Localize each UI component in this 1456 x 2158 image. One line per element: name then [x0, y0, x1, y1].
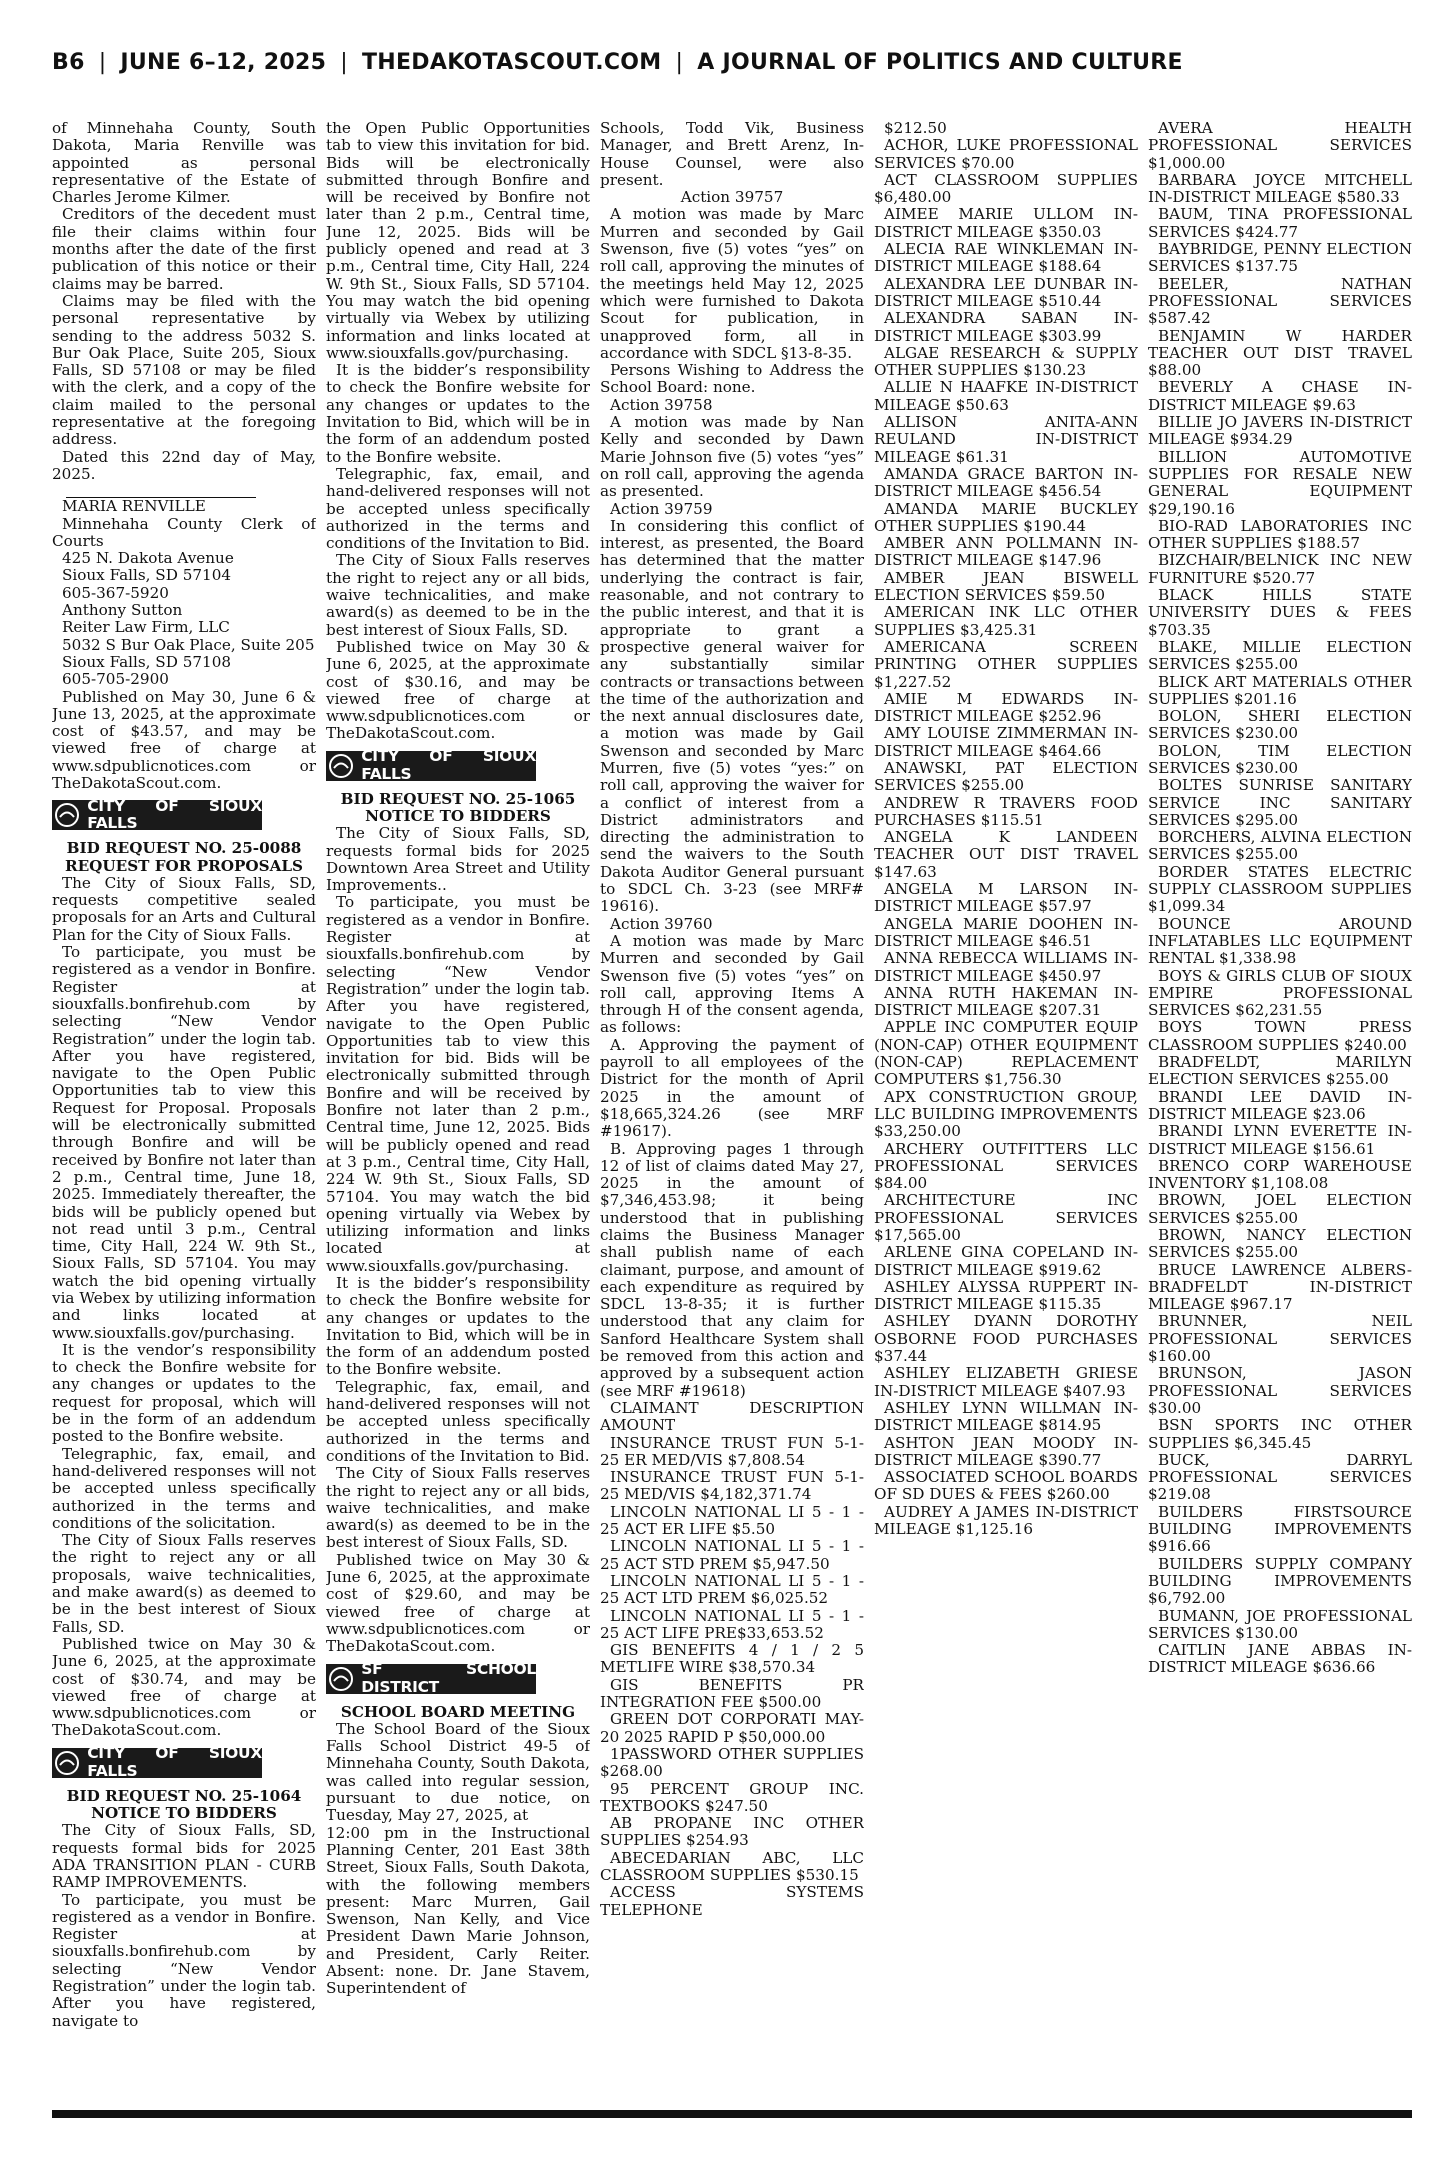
claim-entry: BLICK ART MATERIALS OTHER SUPPLIES $201.16	[1148, 672, 1412, 708]
claim-entry: BAYBRIDGE, PENNY ELECTION SERVICES $137.75	[1148, 240, 1412, 276]
claim-entry: AIMEE MARIE ULLOM IN-DISTRICT MILEAGE $350.03	[874, 205, 1138, 241]
claim-entry: AB PROPANE INC OTHER SUPPLIES $254.93	[600, 1814, 864, 1850]
signature-line-text: 5032 S Bur Oak Place, Suite 205	[62, 635, 315, 654]
school-seal-icon	[326, 1664, 355, 1694]
notice-heading: BID REQUEST NO. 25-0088	[66, 839, 302, 858]
action-number: Action 39757	[680, 188, 784, 207]
paragraph: A motion was made by Marc Murren and seconded by Gail Swenson five (5) votes “yes” on roll call, approving Items A through H of the consent agenda, as follows:	[600, 931, 864, 1037]
column-4	[874, 120, 1138, 2105]
claim-entry: BRADFELDT, MARILYN ELECTION SERVICES $255.00	[1148, 1053, 1412, 1089]
claim-entry: BRANDI LEE DAVID IN-DISTRICT MILEAGE $23.06	[1148, 1087, 1412, 1123]
claim-entry: ACHOR, LUKE PROFESSIONAL SERVICES $70.00	[874, 136, 1138, 172]
claim-entry: LINCOLN NATIONAL LI 5 - 1 - 25 ACT LTD PREM $6,025.52	[600, 1571, 864, 1608]
paragraph: Telegraphic, fax, email, and hand-delivered responses will not be accepted unless specifically authorized in the terms and conditions of the Invitation to Bid.	[326, 464, 590, 553]
claims-list	[874, 120, 1138, 1538]
claim-entry: AMERICAN INK LLC OTHER SUPPLIES $3,425.31	[874, 603, 1138, 639]
claim-entry: BUCK, DARRYL PROFESSIONAL SERVICES $219.08	[1148, 1450, 1412, 1504]
section-header-city	[52, 796, 262, 833]
notice-heading: BID REQUEST NO. 25-1065	[340, 789, 576, 808]
claim-entry: BIZCHAIR/BELNICK INC NEW FURNITURE $520.77	[1148, 551, 1412, 587]
paragraph: It is the bidder’s responsibility to check the Bonfire website for any changes or updates to the Invitation to Bid, which will be in the form of an addendum posted to the Bonfire website.	[326, 1274, 590, 1379]
claim-entry: BLAKE, MILLIE ELECTION SERVICES $255.00	[1148, 637, 1412, 674]
signature-line-text: MARIA RENVILLE	[62, 497, 206, 516]
claim-entry: $212.50	[884, 120, 947, 137]
action-number: Action 39760	[610, 914, 713, 933]
claim-entry: BEELER, NATHAN PROFESSIONAL SERVICES $587.42	[1148, 274, 1412, 328]
signature-line-text: Reiter Law Firm, LLC	[62, 618, 230, 637]
claim-entry: AUDREY A JAMES IN-DISTRICT MILEAGE $1,125.16	[874, 1502, 1138, 1539]
claim-entry: ANNA RUTH HAKEMAN IN-DISTRICT MILEAGE $207.31	[874, 983, 1138, 1020]
claim-entry: ASHLEY ELIZABETH GRIESE IN-DISTRICT MILEAGE $407.93	[874, 1364, 1138, 1400]
claim-entry: AMBER ANN POLLMANN IN-DISTRICT MILEAGE $147.96	[874, 534, 1138, 570]
claim-entry: ACCESS SYSTEMS TELEPHONE	[600, 1883, 864, 1919]
claim-entry: ARLENE GINA COPELAND IN-DISTRICT MILEAGE $919.62	[874, 1243, 1138, 1279]
claim-entry: BROWN, NANCY ELECTION SERVICES $255.00	[1148, 1226, 1412, 1262]
paragraph: Claims may be filed with the personal representative by sending to the address 5032 S. Bur Oak Place, Suite 205, Sioux Falls, SD 57108 or may be filed with the clerk, and a copy of the claim mailed to the personal representative at the foregoing address.	[52, 291, 316, 449]
claim-entry: BUILDERS FIRSTSOURCE BUILDING IMPROVEMENTS $916.66	[1148, 1502, 1412, 1556]
column-2	[326, 120, 590, 2105]
claim-entry: BUILDERS SUPPLY COMPANY BUILDING IMPROVEMENTS $6,792.00	[1148, 1554, 1412, 1608]
publication-note: Published twice on May 30 & June 6, 2025, at the approximate cost of $30.74, and may be viewed free of charge at www.sdpublicnotices.com or TheDakotaScout.com.	[52, 1634, 316, 1740]
claim-entry: BOUNCE AROUND INFLATABLES LLC EQUIPMENT RENTAL $1,338.98	[1148, 914, 1412, 968]
claim-entry: CLAIMANT DESCRIPTION AMOUNT	[600, 1398, 864, 1435]
claim-entry: AMIE M EDWARDS IN-DISTRICT MILEAGE $252.96	[874, 689, 1138, 726]
section-header-school	[326, 1660, 536, 1696]
claim-entry: BROWN, JOEL ELECTION SERVICES $255.00	[1148, 1191, 1412, 1227]
claim-entry: ASHLEY ALYSSA RUPPERT IN-DISTRICT MILEAGE $115.35	[874, 1277, 1138, 1314]
claim-entry: BOLON, TIM ELECTION SERVICES $230.00	[1148, 741, 1412, 777]
signature-line-text: Sioux Falls, SD 57104	[62, 566, 232, 585]
claim-entry: BLACK HILLS STATE UNIVERSITY DUES & FEES $703.35	[1148, 586, 1412, 639]
claim-entry: BRUNNER, NEIL PROFESSIONAL SERVICES $160.00	[1148, 1312, 1412, 1366]
claim-entry: BRANDI LYNN EVERETTE IN-DISTRICT MILEAGE $156.61	[1148, 1122, 1412, 1158]
paragraph: A motion was made by Nan Kelly and seconded by Dawn Marie Johnson five (5) votes “yes” on roll call, approving the agenda as presented.	[600, 413, 864, 501]
paragraph: of Minnehaha County, South Dakota, Maria Renville was appointed as personal representative of the Estate of Charles Jerome Kilmer.	[52, 120, 316, 207]
site-name: THEDAKOTASCOUT.COM	[361, 49, 662, 75]
paragraph: Telegraphic, fax, email, and hand-delivered responses will not be accepted unless specifically authorized in the terms and conditions of the Invitation to Bid.	[326, 1377, 590, 1465]
issue-date: JUNE 6–12, 2025	[120, 49, 327, 75]
claim-entry: BSN SPORTS INC OTHER SUPPLIES $6,345.45	[1148, 1416, 1412, 1452]
section-header-label: CITY OF SIOUX FALLS	[361, 747, 536, 783]
claim-entry: ASSOCIATED SCHOOL BOARDS OF SD DUES & FEES $260.00	[874, 1468, 1138, 1504]
claim-entry: BRENCO CORP WAREHOUSE INVENTORY $1,108.08	[1148, 1156, 1412, 1193]
paragraph: The City of Sioux Falls reserves the right to reject any or all proposals, waive technicalities, and make award(s) as deemed to be in the best interest of Sioux Falls, SD.	[52, 1531, 316, 1636]
claim-entry: BRUCE LAWRENCE ALBERS-BRADFELDT IN-DISTRICT MILEAGE $967.17	[1148, 1260, 1412, 1314]
claim-entry: BOYS TOWN PRESS CLASSROOM SUPPLIES $240.00	[1148, 1018, 1412, 1054]
publication-note: Published twice on May 30 & June 6, 2025, at the approximate cost of $30.16, and may be viewed free of charge at www.sdpublicnotices.com or TheDakotaScout.com.	[326, 637, 590, 743]
action-number: Action 39759	[610, 499, 713, 518]
paragraph: the Open Public Opportunities tab to view this invitation for bid. Bids will be electronically submitted through Bonfire and will be received by Bonfire not later than 2 p.m., Central time, June 12, 2025. Bids will be publicly opened and read at 3 p.m., Central time, City Hall, 224 W. 9th St., Sioux Falls, SD 57104. You may watch the bid opening virtually via Webex by utilizing information and links located at www.siouxfalls.gov/purchasing.	[326, 120, 590, 362]
publication-note: Published on May 30, June 6 & June 13, 2025, at the approximate cost of $43.57, and may be viewed free of charge at www.sdpublicnotices.com or TheDakotaScout.com.	[52, 687, 316, 792]
paragraph: It is the bidder’s responsibility to check the Bonfire website for any changes or updates to the Invitation to Bid, which will be in the form of an addendum posted to the Bonfire website.	[326, 361, 590, 466]
city-seal-icon	[52, 800, 81, 830]
claim-entry: ARCHITECTURE INC PROFESSIONAL SERVICES $17,565.00	[874, 1191, 1138, 1244]
paragraph: The School Board of the Sioux Falls School District 49-5 of Minnehaha County, South Dakota, was called into regular session, pursuant to due notice, on Tuesday, May 27, 2025, at	[326, 1719, 590, 1825]
claim-entry: ALECIA RAE WINKLEMAN IN-DISTRICT MILEAGE $188.64	[874, 240, 1138, 276]
claim-entry: APPLE INC COMPUTER EQUIP (NON-CAP) OTHER EQUIPMENT (NON-CAP) REPLACEMENT COMPUTERS $1,756.30	[874, 1018, 1138, 1089]
section-header-label: CITY OF SIOUX FALLS	[87, 796, 262, 833]
claim-entry: AMANDA MARIE BUCKLEY OTHER SUPPLIES $190.44	[874, 499, 1138, 535]
claim-entry: ANGELA M LARSON IN-DISTRICT MILEAGE $57.97	[874, 880, 1138, 916]
column-3	[600, 120, 864, 2105]
paragraph: The City of Sioux Falls reserves the right to reject any or all bids, waive technicalities, and make award(s) as deemed to be in the best interest of Sioux Falls, SD.	[326, 551, 590, 639]
section-header-label: SF SCHOOL DISTRICT	[361, 1660, 536, 1696]
claim-entry: BILLION AUTOMOTIVE SUPPLIES FOR RESALE NEW GENERAL EQUIPMENT $29,190.16	[1148, 447, 1412, 518]
action-number: Action 39758	[610, 395, 713, 414]
claim-entry: BILLIE JO JAVERS IN-DISTRICT MILEAGE $934.29	[1148, 413, 1412, 449]
claim-entry: ASHLEY DYANN DOROTHY OSBORNE FOOD PURCHASES $37.44	[874, 1312, 1138, 1366]
claim-entry: GREEN DOT CORPORATI MAY-20 2025 RAPID P $50,000.00	[600, 1710, 864, 1746]
paragraph: 12:00 pm in the Instructional Planning Center, 201 East 38th Street, Sioux Falls, South Dakota, with the following members present: Marc Murren, Gail Swenson, Nan Kelly, and Vice President Dawn Marie Johnson, and President, Carly Reiter. Absent: none. Dr. Jane Stavem, Superintendent of	[326, 1823, 590, 1998]
notice-heading: SCHOOL BOARD MEETING	[340, 1702, 576, 1721]
claim-entry: LINCOLN NATIONAL LI 5 - 1 - 25 ACT ER LIFE $5.50	[600, 1502, 864, 1539]
paragraph: To participate, you must be registered as a vendor in Bonfire. Register at siouxfalls.bonfirehub.com by selecting “New Vendor Registration” under the login tab. After you have registered, navigate to the Open Public Opportunities tab to view this Request for Proposal. Proposals will be electronically submitted through Bonfire and will be received by Bonfire not later than 2 p.m., Central time, June 18, 2025. Immediately thereafter, the bids will be publicly opened but not read until 3 p.m., Central time, City Hall, 224 W. 9th St., Sioux Falls, SD 57104. You may watch the bid opening virtually via Webex by utilizing information and links located at www.siouxfalls.gov/purchasing.	[52, 943, 316, 1342]
paragraph: Dated this 22nd day of May, 2025.	[52, 447, 316, 483]
claim-entry: ALLISON ANITA-ANN REULAND IN-DISTRICT MILEAGE $61.31	[874, 413, 1138, 466]
claim-entry: ASHLEY LYNN WILLMAN IN-DISTRICT MILEAGE $814.95	[874, 1398, 1138, 1435]
claim-entry: BOLTES SUNRISE SANITARY SERVICE INC SANITARY SERVICES $295.00	[1148, 776, 1412, 829]
bottom-rule	[52, 2110, 1412, 2118]
claim-entry: CAITLIN JANE ABBAS IN-DISTRICT MILEAGE $636.66	[1148, 1641, 1412, 1677]
claim-entry: ANNA REBECCA WILLIAMS IN-DISTRICT MILEAGE $450.97	[874, 949, 1138, 985]
paragraph: To participate, you must be registered as a vendor in Bonfire. Register at siouxfalls.bonfirehub.com by selecting “New Vendor Registration” under the login tab. After you have registered, navigate to the Open Public Opportunities tab to view this invitation for bid. Bids will be electronically submitted through Bonfire and will be received by Bonfire not later than 2 p.m., Central time, June 12, 2025. Bids will be publicly opened and read at 3 p.m., Central time, City Hall, 224 W. 9th St., Sioux Falls, SD 57104. You may watch the bid opening virtually via Webex by utilizing information and links located at www.siouxfalls.gov/purchasing.	[326, 893, 590, 1275]
paragraph: Schools, Todd Vik, Business Manager, and Brett Arenz, In-House Counsel, were also present.	[600, 120, 864, 189]
claim-entry: GIS BENEFITS 4 / 1 / 2 5 METLIFE WIRE $38,570.34	[600, 1641, 864, 1677]
claim-entry: LINCOLN NATIONAL LI 5 - 1 - 25 ACT LIFE PRE$33,653.52	[600, 1606, 864, 1642]
claim-entry: AMANDA GRACE BARTON IN-DISTRICT MILEAGE $456.54	[874, 464, 1138, 501]
paragraph: Creditors of the decedent must file their claims within four months after the date of the first publication of this notice or their claims may be barred.	[52, 205, 316, 293]
publication-note: Published twice on May 30 & June 6, 2025, at the approximate cost of $29.60, and may be viewed free of charge at www.sdpublicnotices.com or TheDakotaScout.com.	[326, 1550, 590, 1656]
claim-entry: AMY LOUISE ZIMMERMAN IN-DISTRICT MILEAGE $464.66	[874, 724, 1138, 760]
claim-entry: BARBARA JOYCE MITCHELL IN-DISTRICT MILEAGE $580.33	[1148, 170, 1412, 207]
notice-subheading: REQUEST FOR PROPOSALS	[64, 856, 304, 875]
claim-entry: LINCOLN NATIONAL LI 5 - 1 - 25 ACT STD PREM $5,947.50	[600, 1537, 864, 1573]
notice-heading: BID REQUEST NO. 25-1064	[66, 1786, 302, 1805]
city-seal-icon	[52, 1748, 81, 1778]
claim-entry: INSURANCE TRUST FUN 5-1-25 ER MED/VIS $7,808.54	[600, 1433, 864, 1469]
paragraph: The City of Sioux Falls, SD, requests formal bids for 2025 ADA TRANSITION PLAN - CURB RAMP IMPROVEMENTS.	[52, 1821, 316, 1892]
claim-entry: BENJAMIN W HARDER TEACHER OUT DIST TRAVEL $88.00	[1148, 326, 1412, 380]
paragraph: In considering this conflict of interest, as presented, the Board has determined that the matter underlying the contract is fair, reasonable, and not contrary to the public interest, and that it is appropriate to grant a prospective general waiver for any substantially similar contracts or transactions between the time of the authorization and the next annual disclosures date, a motion was made by Gail Swenson and seconded by Marc Murren, five (5) votes “yes:” on roll call, approving the waiver for a conflict of interest from a District administrators and directing the administration to send the waivers to the South Dakota Auditor General pursuant to SDCL Ch. 3-23 (see MRF# 19616).	[600, 516, 864, 916]
claim-entry: AMBER JEAN BISWELL ELECTION SERVICES $59.50	[874, 568, 1138, 605]
masthead: B6 | JUNE 6–12, 2025 | THEDAKOTASCOUT.COM | A JOURNAL OF POLITICS AND CULTURE	[52, 49, 1183, 75]
claim-entry: ALEXANDRA SABAN IN-DISTRICT MILEAGE $303.99	[874, 309, 1138, 345]
paragraph: The City of Sioux Falls reserves the right to reject any or all bids, waive technicalities, and make award(s) as deemed to be in the best interest of Sioux Falls, SD.	[326, 1464, 590, 1552]
notice-subheading: NOTICE TO BIDDERS	[91, 1804, 277, 1823]
paragraph: To participate, you must be registered as a vendor in Bonfire. Register at siouxfalls.bonfirehub.com by selecting “New Vendor Registration” under the login tab. After you have registered, navigate to	[52, 1890, 316, 2030]
claim-entry: ALLIE N HAAFKE IN-DISTRICT MILEAGE $50.63	[874, 378, 1138, 414]
claims-list	[600, 1400, 864, 1919]
signature-line-text: 605-705-2900	[62, 670, 169, 689]
claim-entry: BRUNSON, JASON PROFESSIONAL SERVICES $30.00	[1148, 1364, 1412, 1417]
paragraph: Persons Wishing to Address the School Board: none.	[600, 361, 864, 397]
claim-entry: APX CONSTRUCTION GROUP, LLC BUILDING IMPROVEMENTS $33,250.00	[874, 1087, 1138, 1141]
column-5	[1148, 120, 1412, 2105]
claim-entry: BORDER STATES ELECTRIC SUPPLY CLASSROOM SUPPLIES $1,099.34	[1148, 862, 1412, 916]
notice-subheading: NOTICE TO BIDDERS	[365, 806, 551, 825]
claim-entry: BOLON, SHERI ELECTION SERVICES $230.00	[1148, 707, 1412, 743]
city-seal-icon	[326, 751, 355, 781]
claim-entry: ALEXANDRA LEE DUNBAR IN-DISTRICT MILEAGE $510.44	[874, 274, 1138, 310]
paragraph: B. Approving pages 1 through 12 of list of claims dated May 27, 2025 in the amount of $7,346,453.98; it being understood that in publishing claims the Business Manager shall publish name of each claimant, purpose, and amount of each expenditure as required by SDCL 13-8-35; it is further understood that any claim for Sanford Healthcare System shall be removed from this action and approved by a subsequent action (see MRF #19618)	[600, 1139, 864, 1400]
claim-entry: ACT CLASSROOM SUPPLIES $6,480.00	[874, 170, 1138, 207]
claim-entry: AMERICANA SCREEN PRINTING OTHER SUPPLIES $1,227.52	[874, 637, 1138, 691]
signature-line-text: Anthony Sutton	[62, 601, 183, 620]
section-header-city	[52, 1744, 262, 1780]
claim-entry: 95 PERCENT GROUP INC. TEXTBOOKS $247.50	[600, 1779, 864, 1815]
claim-entry: BUMANN, JOE PROFESSIONAL SERVICES $130.00	[1148, 1606, 1412, 1642]
claim-entry: ANAWSKI, PAT ELECTION SERVICES $255.00	[874, 758, 1138, 795]
claim-entry: ALGAE RESEARCH & SUPPLY OTHER SUPPLIES $130.23	[874, 343, 1138, 380]
claim-entry: 1PASSWORD OTHER SUPPLIES $268.00	[600, 1744, 864, 1781]
claim-entry: ANGELA K LANDEEN TEACHER OUT DIST TRAVEL $147.63	[874, 828, 1138, 881]
signature-line-text: 605-367-5920	[62, 583, 169, 602]
claims-list	[1148, 120, 1412, 1677]
column-1	[52, 120, 316, 2105]
claim-entry: ANDREW R TRAVERS FOOD PURCHASES $115.51	[874, 793, 1138, 829]
claim-entry: BORCHERS, ALVINA ELECTION SERVICES $255.00	[1148, 828, 1412, 864]
paragraph: A motion was made by Marc Murren and seconded by Gail Swenson, five (5) votes “yes” on roll call, approving the minutes of the meetings held May 12, 2025 which were furnished to Dakota Scout for publication, in unapproved form, all in accordance with SDCL §13-8-35.	[600, 205, 864, 362]
signature-line-text: Minnehaha County Clerk of Courts	[52, 514, 316, 550]
claim-entry: BAUM, TINA PROFESSIONAL SERVICES $424.77	[1148, 205, 1412, 241]
claim-entry: BIO-RAD LABORATORIES INC OTHER SUPPLIES $188.57	[1148, 516, 1412, 553]
section-header-city	[326, 747, 536, 783]
claim-entry: GIS BENEFITS PR INTEGRATION FEE $500.00	[600, 1675, 864, 1712]
section-header-label: CITY OF SIOUX FALLS	[87, 1744, 262, 1780]
signature-line-text: 425 N. Dakota Avenue	[62, 549, 234, 568]
paragraph: It is the vendor’s responsibility to check the Bonfire website for any changes or updates to the request for proposal, which will be in the form of an addendum posted to the Bonfire website.	[52, 1340, 316, 1446]
page-number: B6	[52, 49, 85, 75]
claim-entry: ASHTON JEAN MOODY IN-DISTRICT MILEAGE $390.77	[874, 1433, 1138, 1469]
signature-line	[66, 483, 256, 498]
paragraph: The City of Sioux Falls, SD, requests formal bids for 2025 Downtown Area Street and Utility Improvements..	[326, 824, 590, 895]
columns	[52, 120, 1412, 2105]
claim-entry: BOYS & GIRLS CLUB OF SIOUX EMPIRE PROFESSIONAL SERVICES $62,231.55	[1148, 966, 1412, 1020]
signature-line-text: Sioux Falls, SD 57108	[62, 652, 232, 671]
claim-entry: ABECEDARIAN ABC, LLC CLASSROOM SUPPLIES $530.15	[600, 1848, 864, 1884]
claim-entry: INSURANCE TRUST FUN 5-1-25 MED/VIS $4,182,371.74	[600, 1468, 864, 1504]
claim-entry: BEVERLY A CHASE IN-DISTRICT MILEAGE $9.63	[1148, 378, 1412, 414]
paragraph: The City of Sioux Falls, SD, requests competitive sealed proposals for an Arts and Cultural Plan for the City of Sioux Falls.	[52, 873, 316, 944]
claim-entry: ARCHERY OUTFITTERS LLC PROFESSIONAL SERVICES $84.00	[874, 1139, 1138, 1193]
claim-entry: AVERA HEALTH PROFESSIONAL SERVICES $1,000.00	[1148, 120, 1412, 172]
paragraph: Telegraphic, fax, email, and hand-delivered responses will not be accepted unless specifically authorized in the terms and conditions of the solicitation.	[52, 1444, 316, 1532]
claim-entry: ANGELA MARIE DOOHEN IN-DISTRICT MILEAGE $46.51	[874, 914, 1138, 950]
paragraph: A. Approving the payment of payroll to all employees of the District for the month of April 2025 in the amount of $18,665,324.26 (see MRF #19617).	[600, 1035, 864, 1141]
tagline: A JOURNAL OF POLITICS AND CULTURE	[697, 49, 1183, 75]
